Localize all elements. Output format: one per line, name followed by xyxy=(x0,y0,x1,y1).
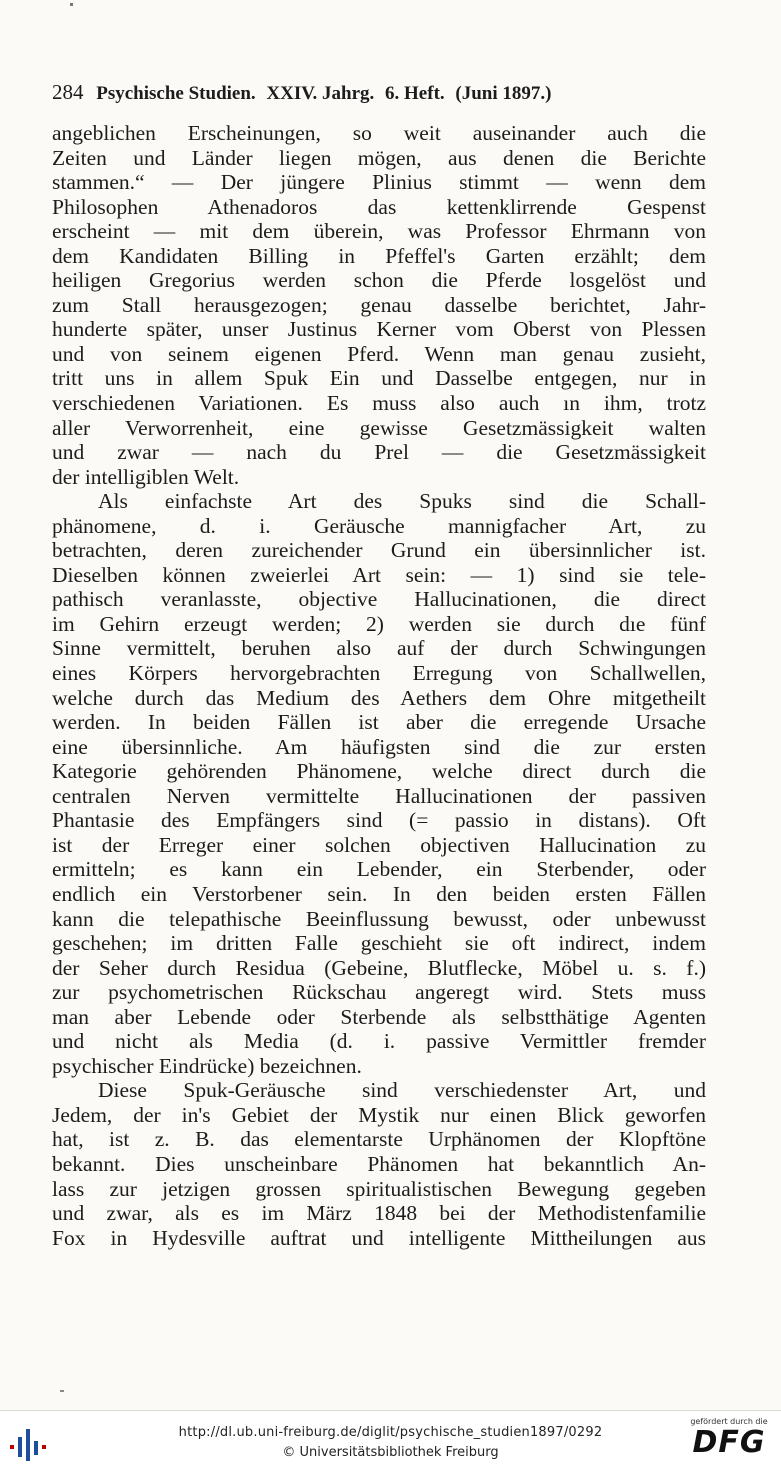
text-line: und zwar, als es im März 1848 bei der Methodistenfamilie xyxy=(52,1201,706,1226)
paragraph-start-line: Als einfachste Art des Spuks sind die Schall- xyxy=(98,489,706,514)
text-line: betrachten, deren zureichender Grund ein übersinnlicher ist. xyxy=(52,538,706,563)
text-line: Sinne vermittelt, beruhen also auf der durch Schwingungen xyxy=(52,636,706,661)
page-number: 284 xyxy=(52,80,84,104)
text-line: phänomene, d. i. Geräusche mannigfacher Art, zu xyxy=(52,513,706,538)
text-line: ermitteln; es kann ein Lebender, ein Sterbender, oder xyxy=(52,857,706,882)
text-line: pathisch veranlasste, objective Hallucinationen, die direct xyxy=(52,587,706,612)
text-line: psychischer Eindrücke) bezeichnen. xyxy=(52,1053,362,1078)
text-line: eine übersinnliche. Am häufigsten sind die zur ersten xyxy=(52,734,706,759)
text-line: lass zur jetzigen grossen spiritualistischen Bewegung gegeben xyxy=(52,1176,706,1201)
dfg-funded-label: gefördert durch die xyxy=(690,1417,768,1426)
text-line: angeblichen Erscheinungen, so weit auseinander auch die xyxy=(52,121,706,145)
body-text xyxy=(52,121,706,1250)
text-line: Jedem, der in's Gebiet der Mystik nur einen Blick geworfen xyxy=(52,1102,706,1127)
source-url-link[interactable]: http://dl.ub.uni-freiburg.de/diglit/psychische_studien1897/0292 xyxy=(178,1425,603,1440)
text-line: kann die telepathische Beeinflussung bewusst, oder unbewusst xyxy=(52,906,706,931)
text-line: zum Stall herausgezogen; genau dasselbe berichtet, Jahr- xyxy=(52,292,706,317)
text-line: zur psychometrischen Rückschau angeregt wird. Stets muss xyxy=(52,980,706,1005)
text-line: Philosophen Athenadoros das kettenklirrende Gespenst xyxy=(52,194,706,219)
text-line: Zeiten und Länder liegen mögen, aus denen die Berichte xyxy=(52,145,706,170)
issue: 6. Heft. xyxy=(385,83,445,104)
text-line: eines Körpers hervorgebrachten Erregung von Schallwellen, xyxy=(52,661,706,686)
running-header xyxy=(52,80,712,105)
text-line: und nicht als Media (d. i. passive Vermittler fremder xyxy=(52,1029,706,1054)
text-line: bekannt. Dies unscheinbare Phänomen hat bekanntlich An- xyxy=(52,1151,706,1176)
copyright-notice: © Universitätsbibliothek Freiburg xyxy=(282,1445,499,1460)
scan-artifact xyxy=(60,1390,64,1392)
text-line: Phantasie des Empfängers sind (= passio in distans). Oft xyxy=(52,808,706,833)
text-line: erscheint — mit dem überein, was Professor Ehrmann von xyxy=(52,219,706,244)
text-line: der intelligiblen Welt. xyxy=(52,464,240,489)
scan-artifact xyxy=(70,3,73,6)
text-line: werden. In beiden Fällen ist aber die erregende Ursache xyxy=(52,710,706,735)
text-line: man aber Lebende oder Sterbende als selbstthätige Agenten xyxy=(52,1004,706,1029)
text-line: stammen.“ — Der jüngere Plinius stimmt — wenn dem xyxy=(52,170,706,195)
text-line: und von seinem eigenen Pferd. Wenn man genau zusieht, xyxy=(52,341,706,366)
text-line: der Seher durch Residua (Gebeine, Blutflecke, Möbel u. s. f.) xyxy=(52,955,706,980)
text-line: und zwar — nach du Prel — die Gesetzmässigkeit xyxy=(52,440,706,465)
text-line: dem Kandidaten Billing in Pfeffel's Garten erzählt; dem xyxy=(52,243,706,268)
text-line: hat, ist z. B. das elementarste Urphänomen der Klopftöne xyxy=(52,1127,706,1152)
text-line: verschiedenen Variationen. Es muss also auch ın ihm, trotz xyxy=(52,391,706,416)
journal-title: Psychische Studien. xyxy=(96,83,256,104)
text-line: Fox in Hydesville auftrat und intelligente Mittheilungen aus xyxy=(52,1225,706,1250)
text-line: im Gehirn erzeugt werden; 2) werden sie durch dıe fünf xyxy=(52,611,706,636)
text-line: hunderte später, unser Justinus Kerner vom Oberst von Plessen xyxy=(52,317,706,342)
text-line: geschehen; im dritten Falle geschieht sie oft indirect, indem xyxy=(52,931,706,956)
text-line: Dieselben können zweierlei Art sein: — 1) sind sie tele- xyxy=(52,562,706,587)
dfg-logo xyxy=(689,1417,769,1467)
dfg-wordmark: DFG xyxy=(692,1425,766,1460)
paragraph-start-line: Diese Spuk-Geräusche sind verschiedenster Art, und xyxy=(98,1078,706,1103)
text-line: centralen Nerven vermittelte Hallucinationen der passiven xyxy=(52,783,706,808)
text-line: Kategorie gehörenden Phänomene, welche direct durch die xyxy=(52,759,706,784)
issue-date: (Juni 1897.) xyxy=(455,83,552,104)
text-line: heiligen Gregorius werden schon die Pferde losgelöst und xyxy=(52,268,706,293)
volume: XXIV. Jahrg. xyxy=(266,83,375,104)
text-line: ist der Erreger einer solchen objectiven Hallucination zu xyxy=(52,832,706,857)
text-line: aller Verworrenheit, eine gewisse Gesetzmässigkeit walten xyxy=(52,415,706,440)
viewer-footer xyxy=(0,1410,781,1469)
text-line: endlich ein Verstorbener sein. In den beiden ersten Fällen xyxy=(52,881,706,906)
text-line: tritt uns in allem Spuk Ein und Dasselbe entgegen, nur in xyxy=(52,366,706,391)
text-line: welche durch das Medium des Aethers dem Ohre mitgetheilt xyxy=(52,685,706,710)
